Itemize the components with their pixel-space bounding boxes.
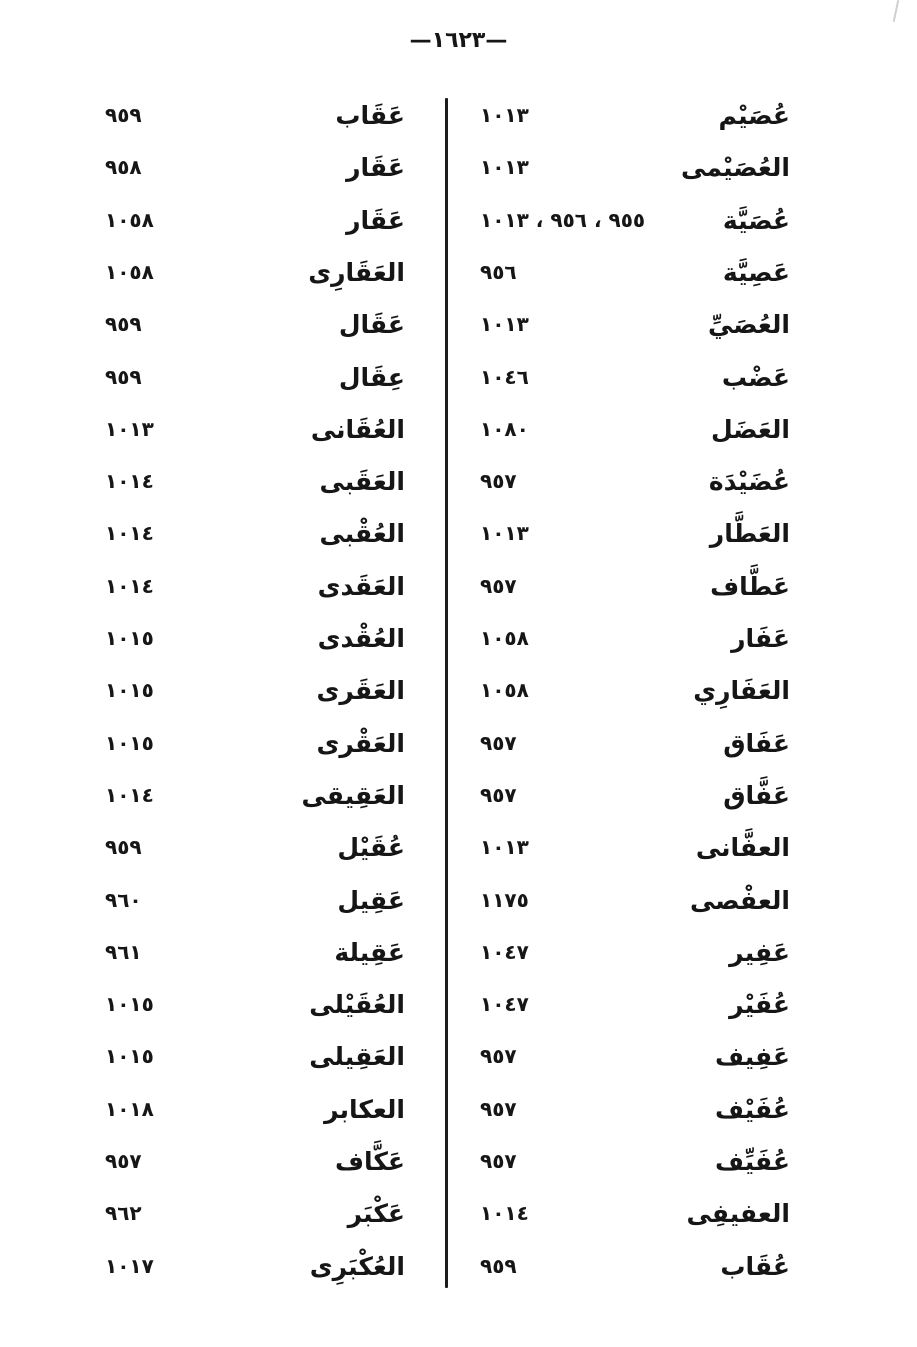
entry-page-numbers: ١٠٤٦	[480, 365, 529, 389]
entry-page-numbers: ٩٥٧	[480, 783, 517, 807]
index-entry	[105, 932, 405, 972]
index-entry	[480, 1141, 790, 1181]
entry-page-numbers: ١٠٥٨	[105, 208, 154, 232]
index-entry	[105, 147, 405, 187]
entry-name: عُفَيِّف	[714, 1146, 790, 1176]
index-entry	[105, 1036, 405, 1076]
entry-page-numbers: ١٠١٨	[105, 1097, 154, 1121]
index-column-left	[105, 95, 405, 1305]
entry-name: العَقْرى	[316, 728, 405, 758]
entry-page-numbers: ١١٧٥	[480, 888, 529, 912]
entry-page-numbers: ١٠١٥	[105, 678, 154, 702]
entry-page-numbers: ٩٦١	[105, 940, 142, 964]
entry-name: عُصَيَّة	[722, 205, 790, 235]
entry-name: عِقَال	[338, 362, 405, 392]
entry-page-numbers: ٩٥٩	[105, 312, 142, 336]
index-entry	[480, 95, 790, 135]
entry-page-numbers: ١٠٨٠	[480, 417, 529, 441]
index-entry	[105, 1089, 405, 1129]
index-entry	[105, 618, 405, 658]
index-entry	[105, 1193, 405, 1233]
entry-page-numbers: ٩٥٧	[480, 731, 517, 755]
index-entry	[480, 147, 790, 187]
entry-name: عَفِير	[729, 937, 790, 967]
entry-page-numbers: ١٠١٥	[105, 626, 154, 650]
entry-name: العُصَيِّ	[708, 309, 790, 339]
entry-page-numbers: ٩٥٧	[105, 1149, 142, 1173]
entry-name: عَكَّاف	[334, 1146, 405, 1176]
entry-name: العكابر	[324, 1094, 405, 1124]
index-entry	[480, 723, 790, 763]
entry-page-numbers: ١٠١٥	[105, 992, 154, 1016]
entry-page-numbers: ١٠١٤	[105, 469, 154, 493]
index-entry	[105, 566, 405, 606]
index-entry	[105, 775, 405, 815]
entry-name: العَطَّار	[709, 518, 790, 548]
index-entry	[480, 1246, 790, 1286]
entry-page-numbers: ٩٥٨	[105, 155, 142, 179]
index-entry	[105, 252, 405, 292]
index-entry	[105, 304, 405, 344]
index-entry	[480, 827, 790, 867]
entry-name: عَقَاب	[335, 100, 405, 130]
entry-page-numbers: ١٠٥٨	[480, 626, 529, 650]
page-corner-mark	[893, 0, 900, 22]
entry-name: العَقَرى	[316, 675, 405, 705]
entry-page-numbers: ١٠١٥	[105, 731, 154, 755]
entry-name: عَصِيَّة	[722, 257, 790, 287]
index-entry	[480, 1036, 790, 1076]
entry-name: عَكْبَر	[347, 1198, 405, 1228]
entry-page-numbers: ٩٥٥ ، ٩٥٦ ، ١٠١٣	[480, 208, 646, 232]
entry-name: عُضَيْدَة	[708, 466, 790, 496]
entry-page-numbers: ١٠١٣	[480, 312, 529, 336]
entry-name: عُصَيْم	[718, 100, 790, 130]
index-column-right	[480, 95, 790, 1305]
entry-page-numbers: ١٠٤٧	[480, 940, 529, 964]
index-entry	[480, 566, 790, 606]
index-entry	[480, 1193, 790, 1233]
index-entry	[105, 723, 405, 763]
entry-name: عَفَاق	[723, 728, 790, 758]
index-entry	[480, 880, 790, 920]
index-entry	[105, 1246, 405, 1286]
entry-page-numbers: ٩٥٧	[480, 574, 517, 598]
entry-name: العُقَانى	[310, 414, 405, 444]
entry-name: عَطَّاف	[710, 571, 790, 601]
index-entry	[480, 200, 790, 240]
entry-name: العَقَدى	[317, 571, 405, 601]
entry-name: عَقِيل	[337, 885, 405, 915]
entry-name: عُقَاب	[720, 1251, 790, 1281]
entry-page-numbers: ١٠٥٨	[105, 260, 154, 284]
entry-name: العَضَل	[710, 414, 790, 444]
entry-page-numbers: ١٠١٣	[480, 155, 529, 179]
entry-page-numbers: ١٠١٣	[480, 103, 529, 127]
entry-name: العفَّانى	[695, 832, 790, 862]
entry-page-numbers: ١٠١٣	[480, 521, 529, 545]
entry-name: العُكْبَرِى	[309, 1251, 405, 1281]
entry-name: عَفَّاق	[723, 780, 790, 810]
entry-name: عَقَال	[338, 309, 405, 339]
index-entry	[480, 409, 790, 449]
entry-page-numbers: ٩٥٧	[480, 469, 517, 493]
entry-name: عُفَيْف	[714, 1094, 790, 1124]
entry-name: عَقَار	[346, 205, 405, 235]
index-entry	[480, 670, 790, 710]
entry-page-numbers: ٩٥٦	[480, 260, 517, 284]
entry-page-numbers: ٩٥٩	[105, 365, 142, 389]
index-entry	[105, 461, 405, 501]
index-entry	[105, 827, 405, 867]
column-divider	[445, 98, 448, 1288]
index-entry	[480, 1089, 790, 1129]
entry-page-numbers: ٩٦٠	[105, 888, 142, 912]
entry-name: العَقِيلى	[309, 1041, 405, 1071]
entry-name: العَفَارِي	[693, 675, 790, 705]
entry-page-numbers: ١٠١٣	[480, 835, 529, 859]
page-number: —١٦٢٣—	[409, 28, 508, 53]
entry-name: العُصَيْمى	[681, 152, 790, 182]
entry-name: العَقَبى	[319, 466, 405, 496]
index-entry	[105, 1141, 405, 1181]
index-entry	[105, 95, 405, 135]
index-entry	[480, 304, 790, 344]
index-entry	[105, 200, 405, 240]
entry-page-numbers: ٩٥٩	[105, 103, 142, 127]
index-entry	[480, 461, 790, 501]
entry-name: عَضْب	[721, 362, 790, 392]
entry-page-numbers: ١٠١٤	[480, 1201, 529, 1225]
index-entry	[480, 932, 790, 972]
index-entry	[480, 618, 790, 658]
index-entry	[105, 357, 405, 397]
entry-name: العفْصى	[690, 885, 790, 915]
entry-name: العفيفِى	[686, 1198, 790, 1228]
index-entry	[480, 775, 790, 815]
index-entry	[480, 513, 790, 553]
index-entry	[480, 252, 790, 292]
entry-name: العَقَارِى	[308, 257, 405, 287]
entry-page-numbers: ١٠١٥	[105, 1044, 154, 1068]
entry-page-numbers: ٩٥٩	[480, 1254, 517, 1278]
entry-page-numbers: ٩٥٩	[105, 835, 142, 859]
entry-page-numbers: ١٠٥٨	[480, 678, 529, 702]
index-entry	[105, 984, 405, 1024]
entry-name: عُقَيْل	[337, 832, 405, 862]
entry-page-numbers: ٩٥٧	[480, 1149, 517, 1173]
entry-name: عَفَار	[731, 623, 790, 653]
index-entry	[105, 880, 405, 920]
entry-page-numbers: ١٠١٤	[105, 783, 154, 807]
entry-name: عُفَيْر	[729, 989, 790, 1019]
index-entry	[105, 409, 405, 449]
entry-name: العَقِيقى	[301, 780, 405, 810]
entry-page-numbers: ١٠١٤	[105, 574, 154, 598]
entry-page-numbers: ١٠١٣	[105, 417, 154, 441]
index-entry	[105, 513, 405, 553]
index-entry	[480, 357, 790, 397]
entry-name: العُقْبى	[319, 518, 405, 548]
entry-page-numbers: ١٠٤٧	[480, 992, 529, 1016]
entry-name: عَفِيف	[714, 1041, 790, 1071]
entry-page-numbers: ١٠١٧	[105, 1254, 154, 1278]
entry-page-numbers: ٩٥٧	[480, 1097, 517, 1121]
entry-page-numbers: ٩٥٧	[480, 1044, 517, 1068]
index-entry	[105, 670, 405, 710]
entry-name: عَقَار	[346, 152, 405, 182]
index-entry	[480, 984, 790, 1024]
entry-name: العُقْدى	[317, 623, 405, 653]
entry-page-numbers: ٩٦٢	[105, 1201, 142, 1225]
entry-name: عَقِيلة	[334, 937, 405, 967]
entry-page-numbers: ١٠١٤	[105, 521, 154, 545]
entry-name: العُقَيْلى	[309, 989, 405, 1019]
